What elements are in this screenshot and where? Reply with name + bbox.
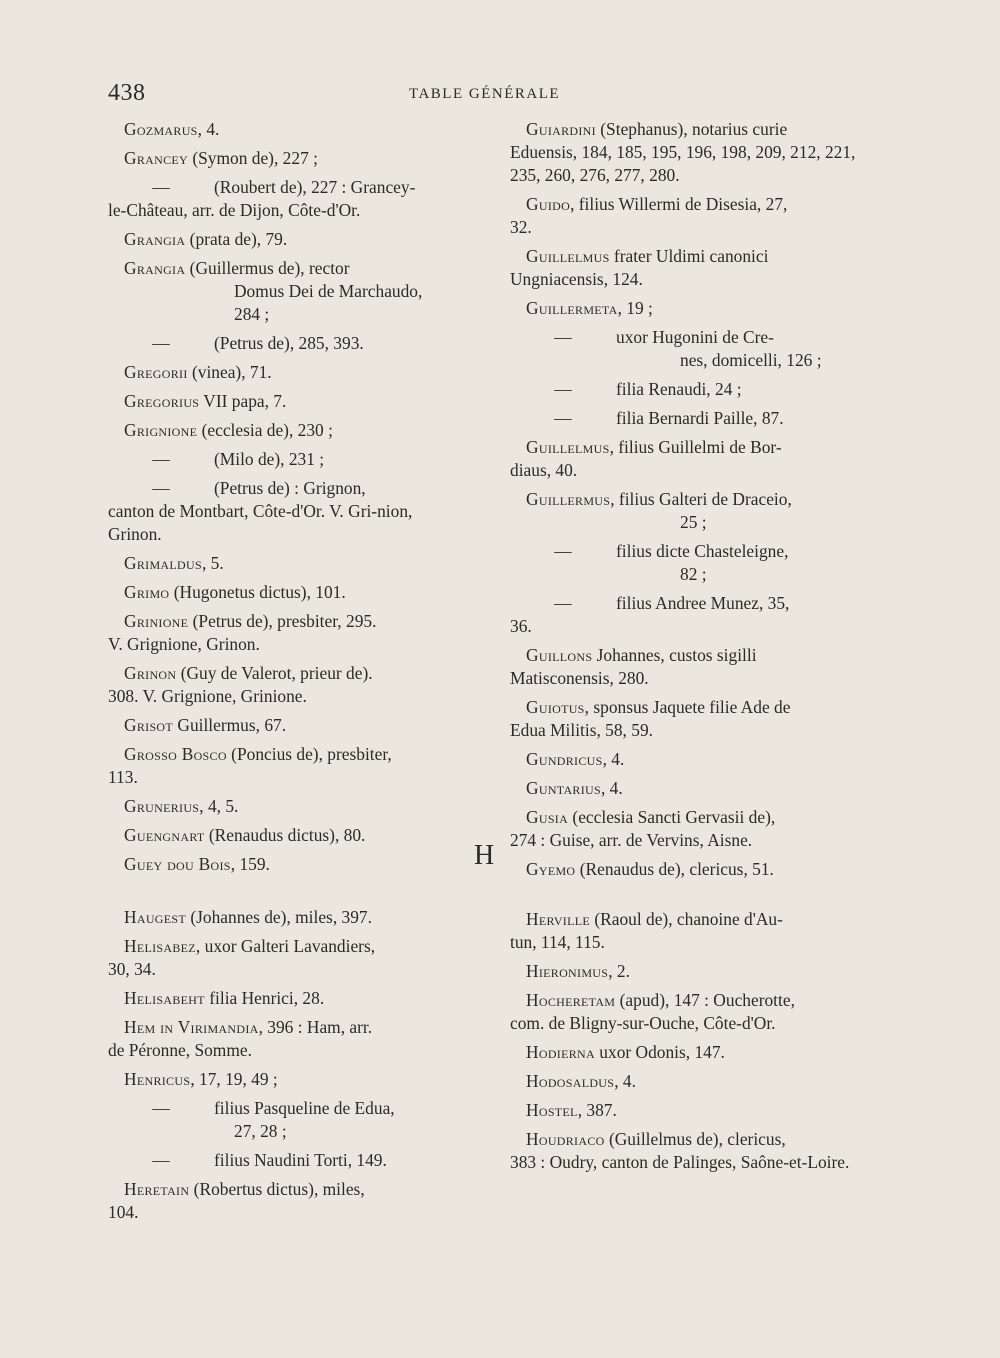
index-entry: [510, 1041, 875, 1064]
running-head: TABLE GÉNÉRALE: [409, 86, 561, 102]
entry-text: (Guillermus de), rector: [185, 258, 350, 278]
entry-text: VII papa, 7.: [199, 391, 287, 411]
subentry-line: [510, 540, 875, 563]
entry-continuation: 113.: [108, 767, 138, 787]
entry-text: , 387.: [577, 1100, 617, 1120]
index-entry: [510, 1099, 875, 1122]
entry-first-line: [510, 858, 875, 881]
index-entry: [108, 1149, 460, 1172]
entry-text: (Guy de Valerot, prieur de).: [176, 663, 373, 683]
index-entry: [108, 361, 460, 384]
entry-text: (Renaudus de), clericus, 51.: [575, 859, 774, 879]
entry-headword: Heretain: [124, 1179, 190, 1199]
index-entry: [108, 1016, 460, 1062]
entry-continuation: tun, 114, 115.: [510, 932, 605, 952]
index-entry: [108, 390, 460, 413]
index-entry: [108, 228, 460, 251]
entry-headword: Guillermus: [526, 489, 611, 509]
entry-headword: Gregorii: [124, 362, 188, 382]
index-entry: [510, 407, 875, 430]
index-entry: [108, 824, 460, 847]
index-entry: [510, 540, 875, 586]
index-entry: [108, 419, 460, 442]
index-column-bottom-left: [108, 906, 460, 1230]
index-entry: [510, 436, 875, 482]
subentry-dash: —: [152, 449, 170, 469]
section-letter: H: [474, 840, 495, 871]
entry-headword: Gozmarus: [124, 119, 198, 139]
entry-first-line: [108, 257, 460, 280]
entry-text: , 5.: [201, 553, 224, 573]
entry-continuation: Ungniacensis, 124.: [510, 269, 643, 289]
index-entry: [108, 935, 460, 981]
entry-text: uxor Odonis, 147.: [594, 1042, 725, 1062]
entry-headword: Grangia: [124, 229, 186, 249]
index-entry: [510, 1128, 875, 1174]
index-entry: [510, 193, 875, 239]
subentry-line: [510, 326, 875, 349]
entry-headword: Hostel: [526, 1100, 578, 1120]
subentry-dash: —: [152, 333, 170, 353]
entry-headword: Grangia: [124, 258, 186, 278]
index-entry: [510, 858, 875, 881]
entry-continuation: 308. V. Grignione, Grinione.: [108, 686, 307, 706]
entry-first-line: [510, 1128, 875, 1151]
entry-first-line: [108, 906, 460, 929]
index-entry: [510, 378, 875, 401]
index-entry: [510, 592, 875, 638]
entry-headword: Herville: [526, 909, 590, 929]
entry-headword: Guey dou Bois: [124, 854, 231, 874]
index-entry: [108, 853, 460, 876]
entry-headword: Helisabeht: [124, 988, 205, 1008]
entry-first-line: [510, 960, 875, 983]
entry-text: frater Uldimi canonici: [609, 246, 769, 266]
entry-first-line: [510, 989, 875, 1012]
subentry-line: [510, 592, 875, 615]
index-entry: [510, 908, 875, 954]
entry-first-line: [510, 1070, 875, 1093]
subentry-dash: —: [152, 478, 170, 498]
entry-first-line: [510, 245, 875, 268]
subentry-line: [510, 378, 875, 401]
subentry-text: (Milo de), 231 ;: [214, 449, 325, 469]
entry-first-line: [108, 1178, 460, 1201]
entry-headword: Hodierna: [526, 1042, 595, 1062]
entry-text: , uxor Galteri Lavandiers,: [195, 936, 376, 956]
subentry-text: filius Pasqueline de Edua,: [214, 1098, 395, 1118]
entry-first-line: [510, 644, 875, 667]
index-entry: [108, 118, 460, 141]
subentry-dash: —: [152, 1150, 170, 1170]
entry-first-line: [108, 714, 460, 737]
entry-text: (Johannes de), miles, 397.: [186, 907, 372, 927]
entry-text: Guillermus, 67.: [173, 715, 287, 735]
entry-text: (Petrus de), presbiter, 295.: [188, 611, 377, 631]
entry-first-line: [108, 853, 460, 876]
entry-headword: Grinon: [124, 663, 177, 683]
entry-headword: Grisot: [124, 715, 174, 735]
index-entry: [510, 696, 875, 742]
index-entry: [108, 147, 460, 170]
subentry-line: [108, 332, 460, 355]
entry-headword: Houdriaco: [526, 1129, 605, 1149]
subentry-text: filius Andree Munez, 35,: [616, 593, 790, 613]
entry-continuation: V. Grignione, Grinon.: [108, 634, 260, 654]
subentry-dash: —: [554, 327, 572, 347]
entry-headword: Haugest: [124, 907, 186, 927]
entry-headword: Guillons: [526, 645, 593, 665]
entry-headword: Gyemo: [526, 859, 576, 879]
entry-first-line: [510, 748, 875, 771]
entry-text: , filius Willermi de Disesia, 27,: [570, 194, 788, 214]
entry-headword: Gregorius: [124, 391, 200, 411]
entry-continuation: 104.: [108, 1202, 139, 1222]
entry-first-line: [108, 581, 460, 604]
index-entry: [108, 581, 460, 604]
subentry-text: filius Naudini Torti, 149.: [214, 1150, 387, 1170]
index-entry: [108, 906, 460, 929]
entry-text: (Raoul de), chanoine d'Au-: [589, 909, 783, 929]
entry-text: , 4.: [197, 119, 220, 139]
subentry-line: [108, 477, 460, 500]
entry-first-line: [108, 935, 460, 958]
entry-first-line: [108, 147, 460, 170]
entry-first-line: [108, 610, 460, 633]
entry-continuation: 36.: [510, 616, 532, 636]
entry-text: (ecclesia de), 230 ;: [197, 420, 333, 440]
entry-text: (Hugonetus dictus), 101.: [169, 582, 346, 602]
index-entry: [510, 326, 875, 372]
entry-continuation: 32.: [510, 217, 532, 237]
index-entry: [510, 777, 875, 800]
subentry-text: (Petrus de), 285, 393.: [214, 333, 364, 353]
index-entry: [510, 960, 875, 983]
entry-first-line: [510, 193, 875, 216]
entry-text: , 4.: [602, 749, 625, 769]
entry-continuation: Matisconensis, 280.: [510, 668, 649, 688]
subentry-line: [108, 1149, 460, 1172]
entry-headword: Guillelmus: [526, 437, 610, 457]
page-number: 438: [108, 80, 146, 106]
entry-headword: Hocheretam: [526, 990, 616, 1010]
index-entry: [108, 714, 460, 737]
entry-text: (apud), 147 : Oucherotte,: [615, 990, 795, 1010]
entry-first-line: [108, 824, 460, 847]
entry-headword: Gusia: [526, 807, 569, 827]
entry-first-line: [108, 361, 460, 384]
subentry-text: uxor Hugonini de Cre-: [616, 327, 774, 347]
entry-text: , 2.: [608, 961, 630, 981]
entry-continuation: Edua Militis, 58, 59.: [510, 720, 653, 740]
entry-text: , sponsus Jaquete filie Ade de: [584, 697, 791, 717]
entry-first-line: [510, 806, 875, 829]
entry-first-line: [510, 777, 875, 800]
entry-headword: Guiotus: [526, 697, 585, 717]
index-column-top-left: [108, 118, 460, 882]
index-entry: [108, 987, 460, 1010]
index-entry: [108, 448, 460, 471]
subentry-dash: —: [554, 593, 572, 613]
entry-text: , filius Galteri de Draceio,: [610, 489, 792, 509]
entry-continuation: 383 : Oudry, canton de Palinges, Saône-et-Loire.: [510, 1152, 850, 1172]
index-entry: [108, 1097, 460, 1143]
index-column-bottom-right: [510, 908, 875, 1180]
subentry-text: (Petrus de) : Grignon,: [214, 478, 366, 498]
index-column-top-right: [510, 118, 875, 887]
index-entry: [510, 297, 875, 320]
subentry-line: [510, 407, 875, 430]
entry-text: , 4, 5.: [199, 796, 239, 816]
entry-headword: Grinione: [124, 611, 189, 631]
entry-first-line: [510, 908, 875, 931]
entry-continuation: Eduensis, 184, 185, 195, 196, 198, 209, 212, 221, 235, 260, 276, 277, 280.: [510, 142, 856, 185]
entry-text: , 159.: [230, 854, 270, 874]
entry-first-line: [108, 1068, 460, 1091]
entry-headword: Grignione: [124, 420, 198, 440]
subentry-dash: —: [152, 1098, 170, 1118]
entry-headword: Hem in Virimandia: [124, 1017, 259, 1037]
entry-text: , 17, 19, 49 ;: [190, 1069, 278, 1089]
index-entry: [108, 552, 460, 575]
entry-continuation: le-Château, arr. de Dijon, Côte-d'Or.: [108, 200, 361, 220]
subentry-dash: —: [152, 177, 170, 197]
entry-text: , 19 ;: [617, 298, 653, 318]
entry-text: (Stephanus), notarius curie: [595, 119, 788, 139]
index-entry: [108, 662, 460, 708]
entry-first-line: [108, 1016, 460, 1039]
entry-headword: Grimaldus: [124, 553, 202, 573]
entry-text: (prata de), 79.: [185, 229, 288, 249]
entry-continuation: 274 : Guise, arr. de Vervins, Aisne.: [510, 830, 753, 850]
index-entry: [510, 989, 875, 1035]
entry-continuation: de Péronne, Somme.: [108, 1040, 252, 1060]
subentry-dash: —: [554, 541, 572, 561]
index-entry: [108, 257, 460, 326]
entry-continuation: 27, 28 ;: [234, 1121, 287, 1141]
entry-continuation: nes, domicelli, 126 ;: [680, 350, 822, 370]
entry-headword: Guillelmus: [526, 246, 610, 266]
index-entry: [108, 176, 460, 222]
entry-continuation: diaus, 40.: [510, 460, 578, 480]
entry-continuation: 25 ;: [680, 512, 707, 532]
entry-first-line: [108, 987, 460, 1010]
entry-text: , 4.: [614, 1071, 636, 1091]
entry-text: (Renaudus dictus), 80.: [204, 825, 366, 845]
index-entry: [510, 748, 875, 771]
entry-headword: Hodosaldus: [526, 1071, 615, 1091]
entry-headword: Guillermeta: [526, 298, 618, 318]
index-entry: [510, 488, 875, 534]
entry-continuation: canton de Montbart, Côte-d'Or. V. Gri-nion, Grinon.: [108, 501, 413, 544]
entry-text: Johannes, custos sigilli: [592, 645, 757, 665]
entry-text: , filius Guillelmi de Bor-: [609, 437, 782, 457]
entry-headword: Grimo: [124, 582, 170, 602]
entry-first-line: [510, 118, 875, 141]
index-entry: [510, 245, 875, 291]
subentry-text: filia Renaudi, 24 ;: [616, 379, 742, 399]
index-entry: [108, 610, 460, 656]
subentry-text: filia Bernardi Paille, 87.: [616, 408, 784, 428]
entry-headword: Guntarius: [526, 778, 601, 798]
entry-first-line: [108, 795, 460, 818]
entry-text: (Poncius de), presbiter,: [226, 744, 392, 764]
subentry-dash: —: [554, 379, 572, 399]
entry-first-line: [510, 488, 875, 511]
entry-first-line: [108, 662, 460, 685]
index-entry: [108, 743, 460, 789]
entry-headword: Grancey: [124, 148, 188, 168]
entry-text: (Robertus dictus), miles,: [189, 1179, 365, 1199]
subentry-line: [108, 1097, 460, 1120]
entry-continuation: 284 ;: [234, 304, 270, 324]
entry-text: (vinea), 71.: [187, 362, 272, 382]
entry-text: (ecclesia Sancti Gervasii de),: [568, 807, 776, 827]
entry-text: , 4.: [600, 778, 623, 798]
subentry-dash: —: [554, 408, 572, 428]
entry-headword: Hieronimus: [526, 961, 609, 981]
entry-first-line: [108, 228, 460, 251]
entry-text: (Guillelmus de), clericus,: [604, 1129, 786, 1149]
entry-first-line: [108, 118, 460, 141]
entry-continuation: 30, 34.: [108, 959, 156, 979]
index-entry: [510, 806, 875, 852]
entry-first-line: [108, 390, 460, 413]
entry-headword: Guengnart: [124, 825, 205, 845]
subentry-text: filius dicte Chasteleigne,: [616, 541, 789, 561]
entry-continuation: 82 ;: [680, 564, 707, 584]
index-entry: [108, 477, 460, 546]
index-entry: [108, 332, 460, 355]
index-entry: [108, 1068, 460, 1091]
entry-first-line: [108, 419, 460, 442]
subentry-line: [108, 176, 460, 199]
entry-headword: Grunerius: [124, 796, 200, 816]
entry-continuation: Domus Dei de Marchaudo,: [234, 281, 423, 301]
entry-first-line: [108, 743, 460, 766]
index-entry: [510, 1070, 875, 1093]
entry-first-line: [510, 436, 875, 459]
index-entry: [510, 644, 875, 690]
entry-text: filia Henrici, 28.: [204, 988, 325, 1008]
entry-first-line: [510, 1099, 875, 1122]
entry-headword: Helisabez: [124, 936, 196, 956]
entry-first-line: [510, 1041, 875, 1064]
entry-headword: Guido: [526, 194, 571, 214]
entry-headword: Grosso Bosco: [124, 744, 227, 764]
entry-first-line: [510, 297, 875, 320]
entry-first-line: [510, 696, 875, 719]
index-entry: [108, 795, 460, 818]
subentry-line: [108, 448, 460, 471]
entry-headword: Gundricus: [526, 749, 603, 769]
index-entry: [108, 1178, 460, 1224]
subentry-text: (Roubert de), 227 : Grancey-: [214, 177, 416, 197]
entry-headword: Henricus: [124, 1069, 191, 1089]
entry-first-line: [108, 552, 460, 575]
entry-headword: Guiardini: [526, 119, 596, 139]
entry-text: (Symon de), 227 ;: [188, 148, 318, 168]
index-entry: [510, 118, 875, 187]
entry-text: , 396 : Ham, arr.: [258, 1017, 373, 1037]
entry-continuation: com. de Bligny-sur-Ouche, Côte-d'Or.: [510, 1013, 776, 1033]
